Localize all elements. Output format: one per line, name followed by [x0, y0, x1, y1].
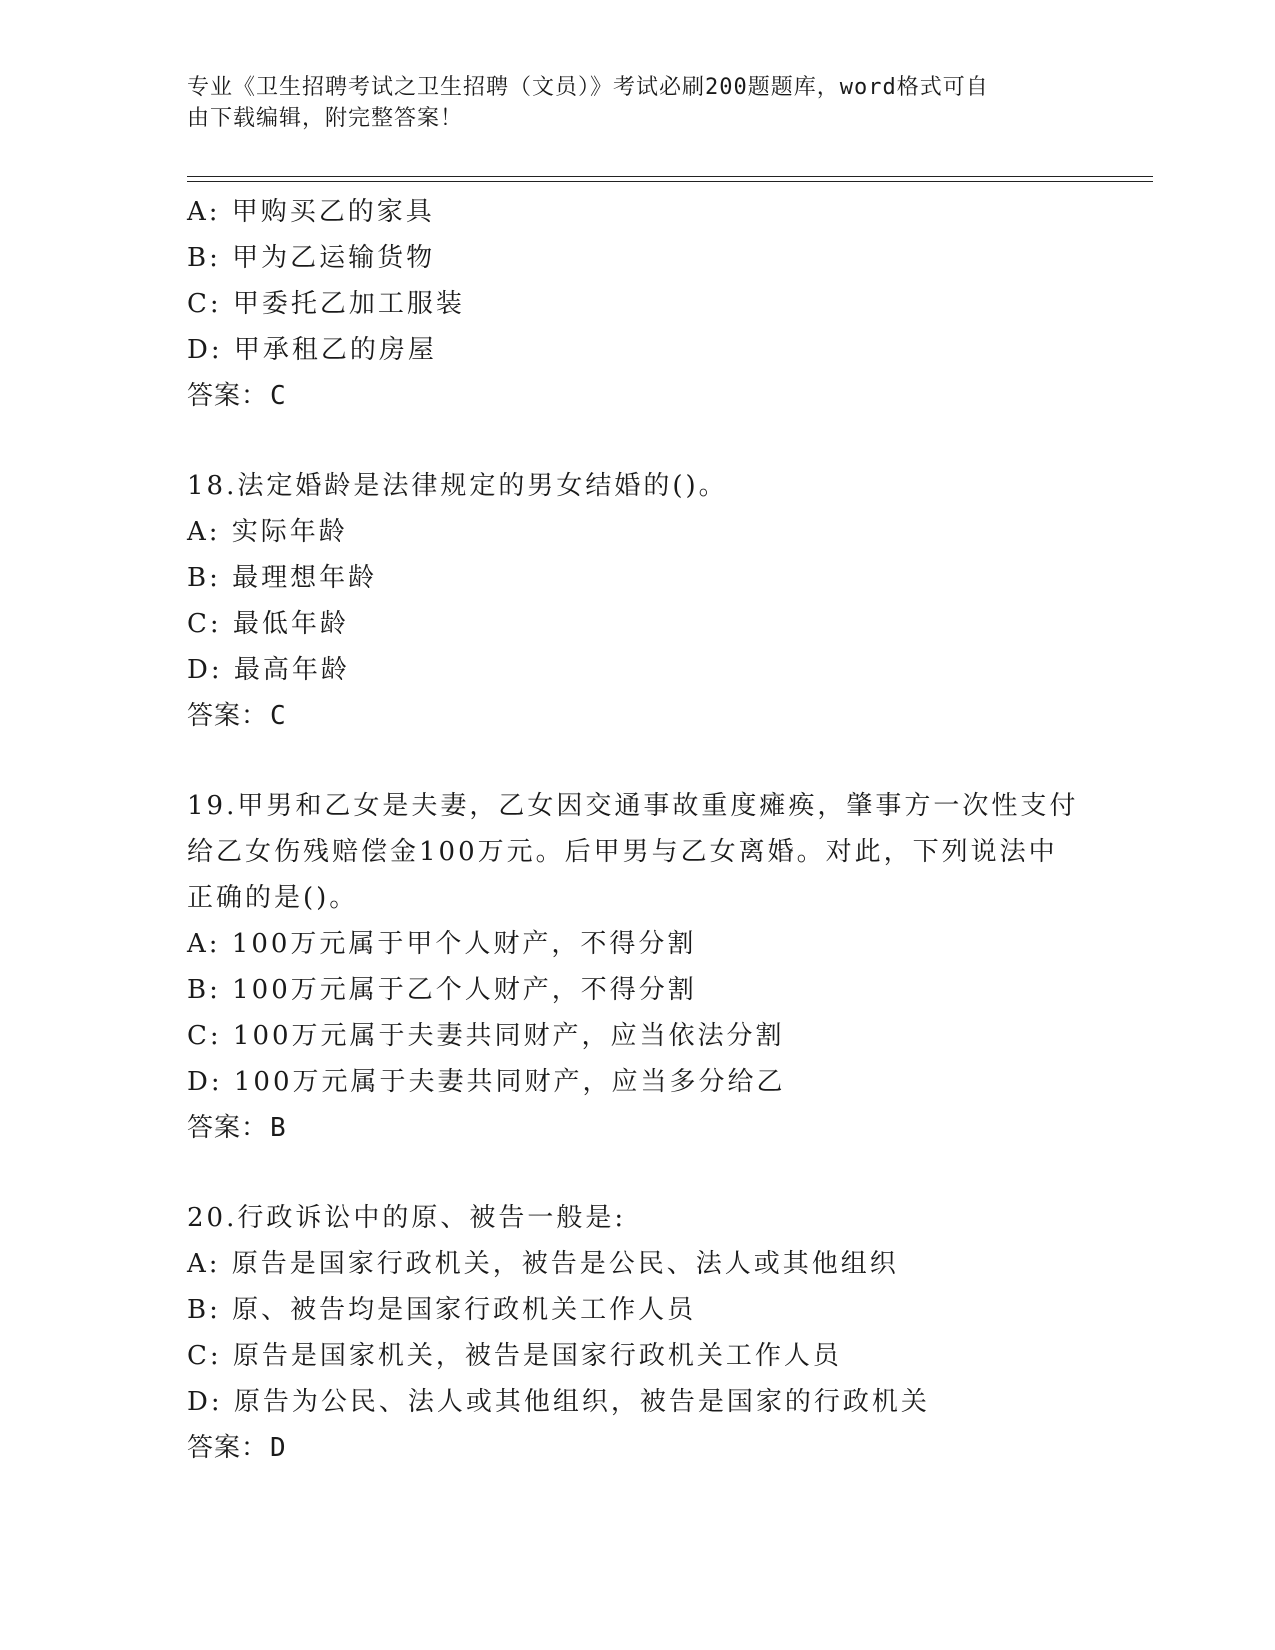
option-d: D: 100万元属于夫妻共同财产，应当多分给乙: [187, 1067, 786, 1097]
option-c: C: 甲委托乙加工服装: [187, 289, 465, 319]
option-b: B: 原、被告均是国家行政机关工作人员: [187, 1295, 697, 1325]
option-c: C: 原告是国家机关，被告是国家行政机关工作人员: [187, 1341, 842, 1371]
header-line-1: 专业《卫生招聘考试之卫生招聘（文员）》考试必刷200题题库，word格式可自: [187, 75, 989, 100]
option-b: B: 最理想年龄: [187, 563, 378, 593]
answer-label: 答案：: [187, 381, 269, 411]
spacer: [187, 739, 1147, 783]
option-a: A: 原告是国家行政机关，被告是公民、法人或其他组织: [187, 1249, 899, 1279]
option-c: C: 最低年龄: [187, 609, 349, 639]
option-d: D: 最高年龄: [187, 655, 350, 685]
answer-line: [187, 1425, 1147, 1471]
header-divider-top: [187, 176, 1153, 177]
answer-line: [187, 1105, 1147, 1151]
question-stem-line-3: 正确的是()。: [187, 883, 359, 913]
question-20: [187, 1195, 1147, 1471]
answer-value: B: [270, 1113, 287, 1143]
question-stem: 20.行政诉讼中的原、被告一般是:: [187, 1203, 627, 1233]
option-a: A: 甲购买乙的家具: [187, 197, 435, 227]
spacer: [187, 1151, 1147, 1195]
question-stem-line-2: 给乙女伤残赔偿金100万元。后甲男与乙女离婚。对此，下列说法中: [187, 837, 1058, 867]
option-d: D: 原告为公民、法人或其他组织，被告是国家的行政机关: [187, 1387, 930, 1417]
question-stem: 18.法定婚龄是法律规定的男女结婚的()。: [187, 471, 728, 501]
question-17-options: [187, 189, 1147, 419]
option-d: D: 甲承租乙的房屋: [187, 335, 437, 365]
answer-line: [187, 693, 1147, 739]
option-c: C: 100万元属于夫妻共同财产，应当依法分割: [187, 1021, 785, 1051]
option-a: A: 100万元属于甲个人财产，不得分割: [187, 929, 697, 959]
answer-label: 答案：: [187, 1113, 269, 1143]
spacer: [187, 419, 1147, 463]
answer-value: C: [270, 381, 287, 411]
header-line-2: 由下载编辑，附完整答案！: [187, 106, 464, 131]
answer-label: 答案：: [187, 701, 269, 731]
question-19: [187, 783, 1147, 1151]
option-b: B: 100万元属于乙个人财产，不得分割: [187, 975, 697, 1005]
answer-value: D: [270, 1433, 287, 1463]
question-18: [187, 463, 1147, 739]
question-stem-line-1: 19.甲男和乙女是夫妻，乙女因交通事故重度瘫痪，肇事方一次性支付: [187, 791, 1079, 821]
option-a: A: 实际年龄: [187, 517, 348, 547]
answer-line: [187, 373, 1147, 419]
option-b: B: 甲为乙运输货物: [187, 243, 436, 273]
document-header: [187, 72, 1067, 134]
answer-value: C: [270, 701, 287, 731]
header-divider-bottom: [187, 181, 1153, 182]
question-list: [187, 189, 1147, 1471]
answer-label: 答案：: [187, 1433, 269, 1463]
